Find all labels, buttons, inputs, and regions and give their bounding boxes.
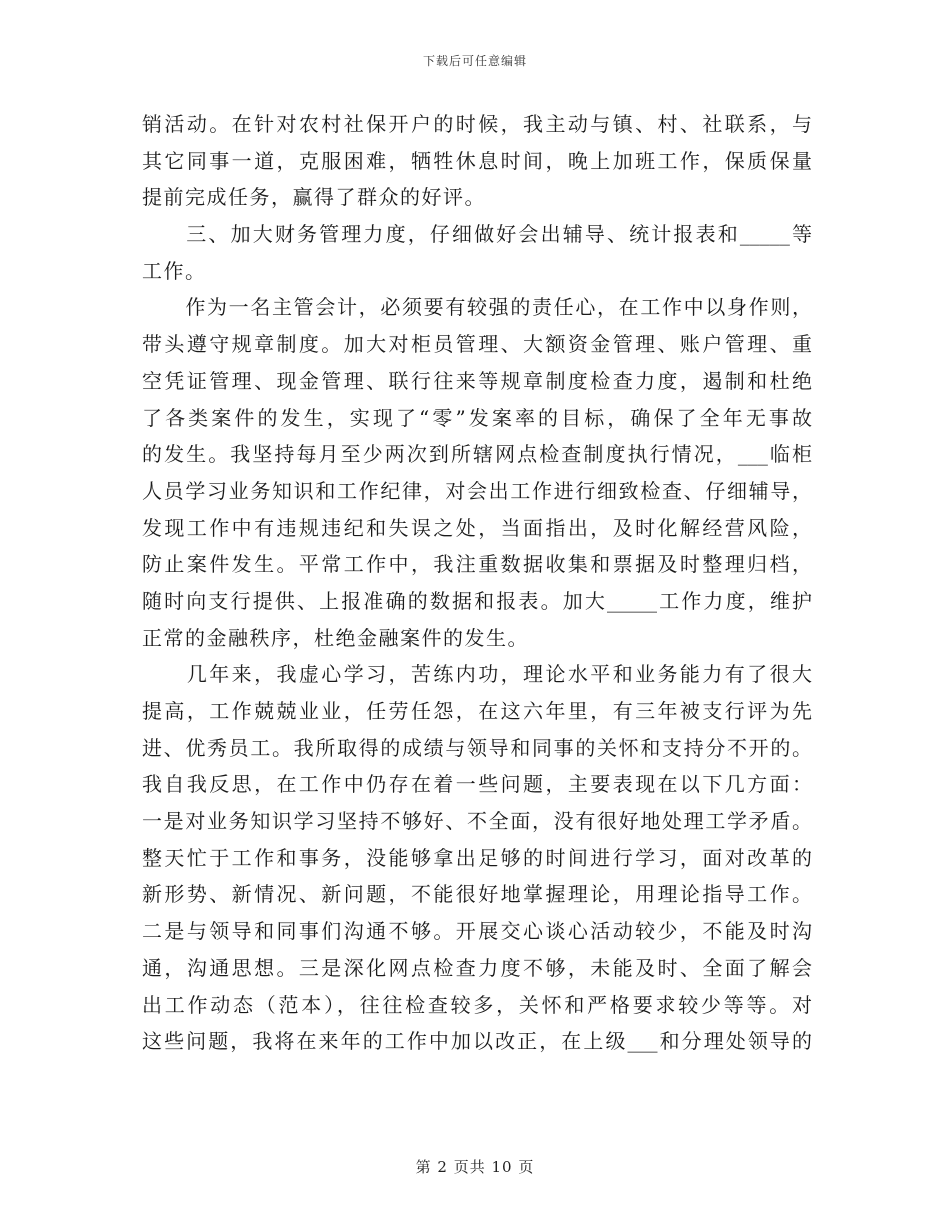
body-line: 提高，工作兢兢业业，任劳任怨，在这六年里，有三年被支行评为先	[142, 699, 812, 723]
body-line: 我自我反思，在工作中仍存在着一些问题，主要表现在以下几方面：	[142, 772, 812, 797]
body-line: 作为一名主管会计，必须要有较强的责任心，在工作中以身作则，	[142, 295, 812, 320]
body-line: 随时向支行提供、上报准确的数据和报表。加大_____工作力度，维护	[142, 588, 812, 613]
body-line: 提前完成任务，赢得了群众的好评。	[142, 185, 486, 210]
body-line: 几年来，我虚心学习，苦练内功，理论水平和业务能力有了很大	[142, 662, 812, 687]
body-line: 防止案件发生。平常工作中，我注重数据收集和票据及时整理归档，	[142, 552, 812, 577]
body-line: 的发生。我坚持每月至少两次到所辖网点检查制度执行情况，___临柜	[142, 442, 812, 467]
body-line: 整天忙于工作和事务，没能够拿出足够的时间进行学习，面对改革的	[142, 845, 812, 870]
body-line: 了各类案件的发生，实现了“零”发案率的目标，确保了全年无事故	[142, 405, 812, 430]
body-line: 通，沟通思想。三是深化网点检查力度不够，未能及时、全面了解会	[142, 955, 812, 980]
page-number: 第 2 页共 10 页	[415, 1158, 535, 1176]
body-line: 工作。	[142, 258, 207, 283]
page-header: 下载后可任意编辑	[422, 54, 527, 68]
body-line: 空凭证管理、现金管理、联行往来等规章制度检查力度，遏制和杜绝	[142, 368, 812, 393]
body-line: 带头遵守规章制度。加大对柜员管理、大额资金管理、账户管理、重	[142, 332, 812, 357]
body-line: 三、加大财务管理力度，仔细做好会出辅导、统计报表和_____等	[142, 222, 812, 247]
body-line: 人员学习业务知识和工作纪律，对会出工作进行细致检查、仔细辅导，	[142, 478, 812, 503]
body-line: 出工作动态（范本），往往检查较多，关怀和严格要求较少等等。对	[142, 992, 812, 1017]
body-line: 一是对业务知识学习坚持不够好、不全面，没有很好地处理工学矛盾。	[142, 809, 812, 834]
body-line: 新形势、新情况、新问题，不能很好地掌握理论，用理论指导工作。	[142, 882, 812, 907]
body-line: 发现工作中有违规违纪和失误之处，当面指出，及时化解经营风险，	[142, 515, 812, 540]
body-line: 销活动。在针对农村社保开户的时候，我主动与镇、村、社联系，与	[142, 112, 812, 136]
body-line: 正常的金融秩序，杜绝金融案件的发生。	[142, 625, 529, 650]
body-line: 其它同事一道，克服困难，牺牲休息时间，晚上加班工作，保质保量	[142, 148, 812, 173]
body-line: 这些问题，我将在来年的工作中加以改正，在上级___和分理处领导的	[142, 1029, 812, 1054]
document-body	[142, 106, 812, 1060]
body-line: 进、优秀员工。我所取得的成绩与领导和同事的关怀和支持分不开的。	[142, 735, 812, 760]
body-line: 二是与领导和同事们沟通不够。开展交心谈心活动较少，不能及时沟	[142, 919, 812, 944]
